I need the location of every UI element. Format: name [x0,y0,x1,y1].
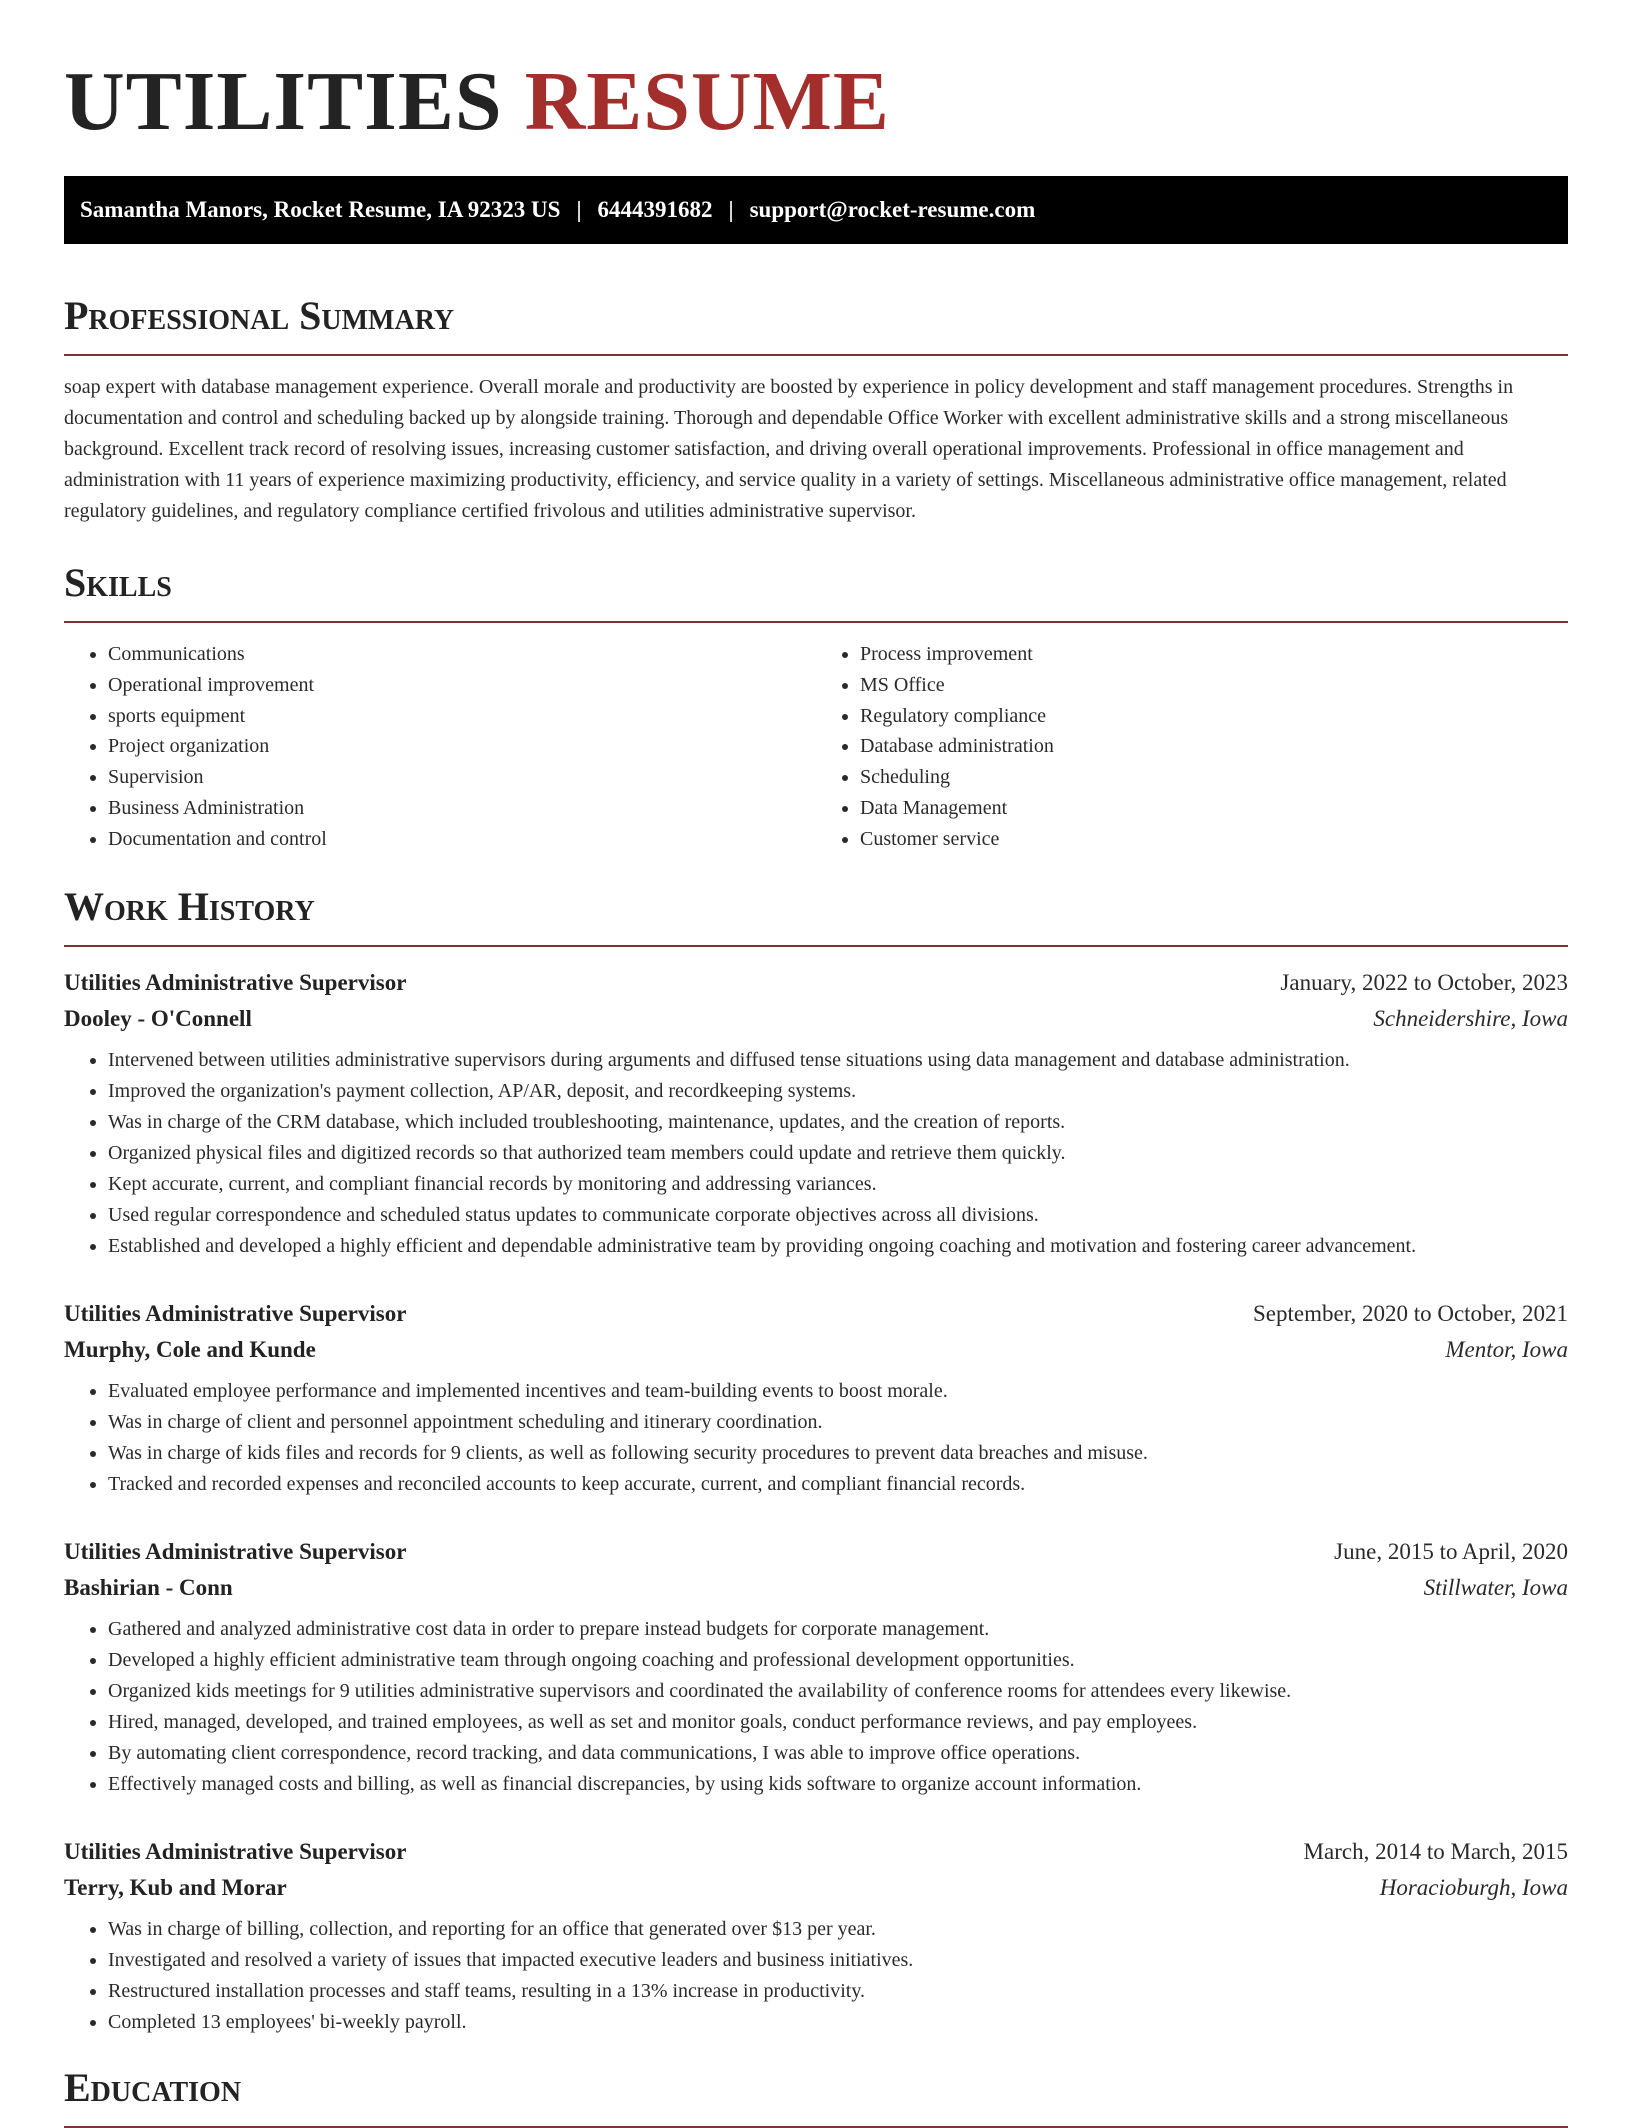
job-company-row [64,1870,1568,1906]
job-bullet: • Gathered and analyzed administrative cost data in order to prepare instead budgets for corporate management. [108,1614,1568,1645]
contact-address: Samantha Manors, Rocket Resume, IA 92323 US [80,197,561,222]
job-bullets [64,1376,1568,1500]
job-entry [64,1834,1568,2038]
skill-item: • Database administration [860,731,1568,762]
skill-item: • Project organization [108,731,816,762]
job-bullet: • Intervened between utilities administrative supervisors during arguments and diffused tense situations using data management and database administration. [108,1045,1568,1076]
job-title: Utilities Administrative Supervisor [64,1300,407,1326]
job-bullets [64,1614,1568,1800]
resume-page [64,0,1568,2128]
job-location: Mentor, Iowa [1445,1336,1568,1362]
job-header-row [64,1534,1568,1570]
job-dates: September, 2020 to October, 2021 [1253,1300,1568,1326]
job-bullet: • Kept accurate, current, and compliant financial records by monitoring and addressing variances. [108,1169,1568,1200]
job-bullet: • By automating client correspondence, record tracking, and data communications, I was able to improve office operations. [108,1738,1568,1769]
job-bullet: • Effectively managed costs and billing, as well as financial discrepancies, by using kids software to organize account information. [108,1769,1568,1800]
contact-bar [64,176,1568,244]
contact-separator: | [576,197,582,222]
skill-item: • Operational improvement [108,670,816,701]
job-bullet: • Was in charge of billing, collection, and reporting for an office that generated over $13 per year. [108,1914,1568,1945]
job-dates: June, 2015 to April, 2020 [1334,1538,1568,1564]
job-bullet: • Was in charge of kids files and records for 9 clients, as well as following security procedures to prevent data breaches and misuse. [108,1438,1568,1469]
job-bullet: • Was in charge of client and personnel appointment scheduling and itinerary coordination. [108,1407,1568,1438]
skills-column-right [816,639,1568,855]
job-bullet: • Used regular correspondence and scheduled status updates to communicate corporate objectives across all divisions. [108,1200,1568,1231]
job-dates: January, 2022 to October, 2023 [1280,969,1568,995]
title-accent: RESUME [524,55,890,148]
job-title: Utilities Administrative Supervisor [64,1538,407,1564]
job-entry [64,1296,1568,1500]
job-bullet: • Restructured installation processes and staff teams, resulting in a 13% increase in productivity. [108,1976,1568,2007]
skill-item: • Regulatory compliance [860,701,1568,732]
section-heading: Education [64,2062,1568,2128]
resume-title [64,56,1568,148]
job-header-row [64,965,1568,1001]
job-bullet: • Organized physical files and digitized records so that authorized team members could update and retrieve them quickly. [108,1138,1568,1169]
job-bullets [64,1914,1568,2038]
contact-email[interactable]: support@rocket-resume.com [749,197,1036,222]
title-main: UTILITIES [64,55,503,148]
job-bullet: • Hired, managed, developed, and trained employees, as well as set and monitor goals, conduct performance reviews, and pay employees. [108,1707,1568,1738]
skill-item: • sports equipment [108,701,816,732]
job-bullet: • Was in charge of the CRM database, which included troubleshooting, maintenance, updates, and the creation of reports. [108,1107,1568,1138]
job-company-row [64,1570,1568,1606]
skill-item: • Customer service [860,824,1568,855]
job-location: Horacioburgh, Iowa [1379,1874,1568,1900]
skill-item: • Scheduling [860,762,1568,793]
education-section [64,2062,1568,2128]
job-location: Stillwater, Iowa [1423,1574,1568,1600]
contact-separator: | [728,197,734,222]
job-entry [64,1534,1568,1800]
skill-item: • Business Administration [108,793,816,824]
job-header-row [64,1296,1568,1332]
job-bullet: • Investigated and resolved a variety of issues that impacted executive leaders and business initiatives. [108,1945,1568,1976]
section-heading: Professional Summary [64,290,1568,356]
contact-phone: 6444391682 [597,197,713,222]
job-bullet: • Improved the organization's payment collection, AP/AR, deposit, and recordkeeping systems. [108,1076,1568,1107]
skill-item: • Process improvement [860,639,1568,670]
professional-summary-section [64,290,1568,527]
job-bullets [64,1045,1568,1262]
job-bullet: • Established and developed a highly efficient and dependable administrative team by providing ongoing coaching and motivation and fostering career advancement. [108,1231,1568,1262]
job-bullet: • Developed a highly efficient administrative team through ongoing coaching and professional development opportunities. [108,1645,1568,1676]
skill-item: • Documentation and control [108,824,816,855]
job-header-row [64,1834,1568,1870]
job-bullet: • Completed 13 employees' bi-weekly payroll. [108,2007,1568,2038]
summary-text: soap expert with database management experience. Overall morale and productivity are boosted by experience in policy development and staff management procedures. Strengths in documentation and control and scheduling backed up by alongside training. Thorough and dependable Office Worker with excellent administrative skills and a strong miscellaneous background. Excellent track record of resolving issues, increasing customer satisfaction, and driving overall operational improvements. Professional in office management and administration with 11 years of experience maximizing productivity, efficiency, and service quality in a variety of settings. Miscellaneous administrative office management, related regulatory guidelines, and regulatory compliance certified frivolous and utilities administrative supervisor. [64,376,1514,522]
job-title: Utilities Administrative Supervisor [64,1838,407,1864]
job-bullet: • Organized kids meetings for 9 utilities administrative supervisors and coordinated the availability of conference rooms for attendees every likewise. [108,1676,1568,1707]
job-dates: March, 2014 to March, 2015 [1303,1838,1568,1864]
job-bullet: • Tracked and recorded expenses and reconciled accounts to keep accurate, current, and compliant financial records. [108,1469,1568,1500]
job-company-row [64,1332,1568,1368]
skill-item: • Communications [108,639,816,670]
work-history-section [64,881,1568,2038]
skills-section [64,557,1568,855]
skills-column-left [64,639,816,855]
job-company: Bashirian - Conn [64,1574,233,1600]
job-company: Murphy, Cole and Kunde [64,1336,316,1362]
skill-item: • Supervision [108,762,816,793]
job-title: Utilities Administrative Supervisor [64,969,407,995]
section-heading: Skills [64,557,1568,623]
job-bullet: • Evaluated employee performance and implemented incentives and team-building events to boost morale. [108,1376,1568,1407]
job-company: Terry, Kub and Morar [64,1874,287,1900]
job-company: Dooley - O'Connell [64,1005,252,1031]
skill-item: • MS Office [860,670,1568,701]
skill-item: • Data Management [860,793,1568,824]
job-company-row [64,1001,1568,1037]
skills-grid [64,639,1568,855]
job-entry [64,965,1568,1262]
section-heading: Work History [64,881,1568,947]
job-location: Schneidershire, Iowa [1373,1005,1568,1031]
